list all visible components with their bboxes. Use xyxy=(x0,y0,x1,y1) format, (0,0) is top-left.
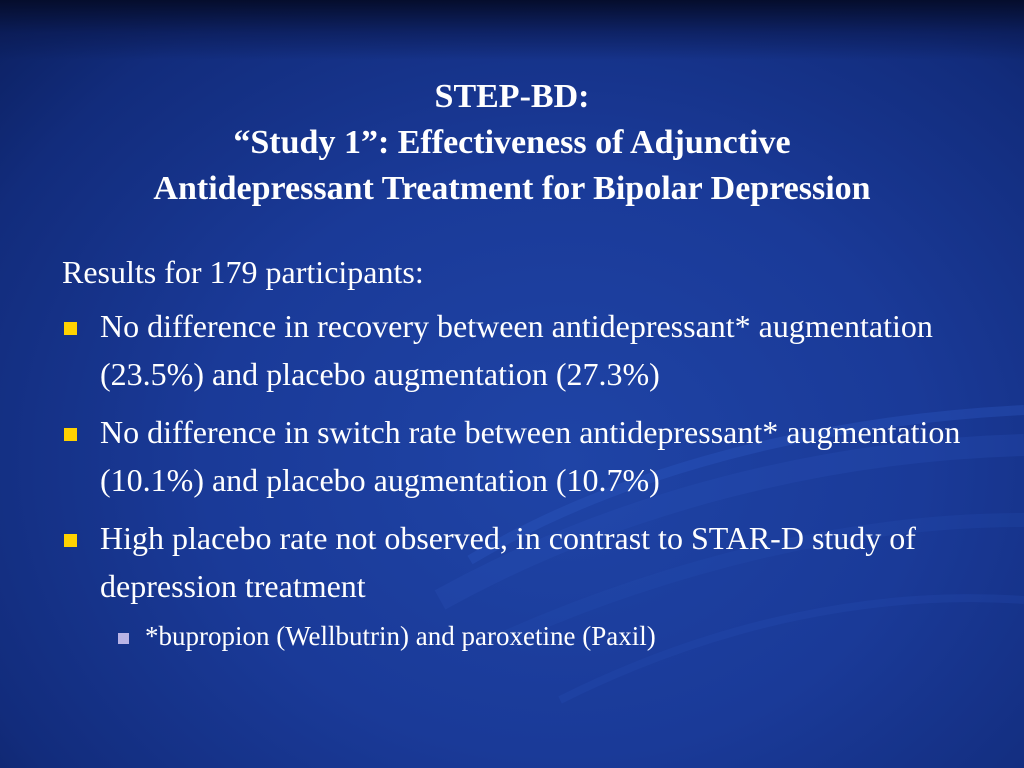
slide-title xyxy=(0,74,1024,212)
header-band xyxy=(0,0,1024,60)
bullet-text: No difference in recovery between antidepressant* augmentation (23.5%) and placebo augmentation (27.3%) xyxy=(100,308,933,392)
bullet-item-recovery xyxy=(62,302,982,398)
title-line-3: Antidepressant Treatment for Bipolar Depression xyxy=(153,170,871,207)
bullet-item-switch-rate xyxy=(62,408,982,504)
bullet-item-placebo xyxy=(62,514,982,610)
square-bullet-icon xyxy=(64,534,77,547)
title-line-2: “Study 1”: Effectiveness of Adjunctive xyxy=(233,124,791,161)
title-line-1: STEP-BD: xyxy=(434,78,590,115)
square-sub-bullet-icon xyxy=(118,633,129,644)
intro-text: Results for 179 participants: xyxy=(62,254,424,290)
bullet-text: High placebo rate not observed, in contrast to STAR-D study of depression treatment xyxy=(100,520,916,604)
slide-body xyxy=(62,248,982,656)
sub-bullet-footnote xyxy=(62,616,982,656)
sub-bullet-text: *bupropion (Wellbutrin) and paroxetine (Paxil) xyxy=(145,621,656,651)
square-bullet-icon xyxy=(64,428,77,441)
square-bullet-icon xyxy=(64,322,77,335)
bullet-text: No difference in switch rate between antidepressant* augmentation (10.1%) and placebo augmentation (10.7%) xyxy=(100,414,961,498)
